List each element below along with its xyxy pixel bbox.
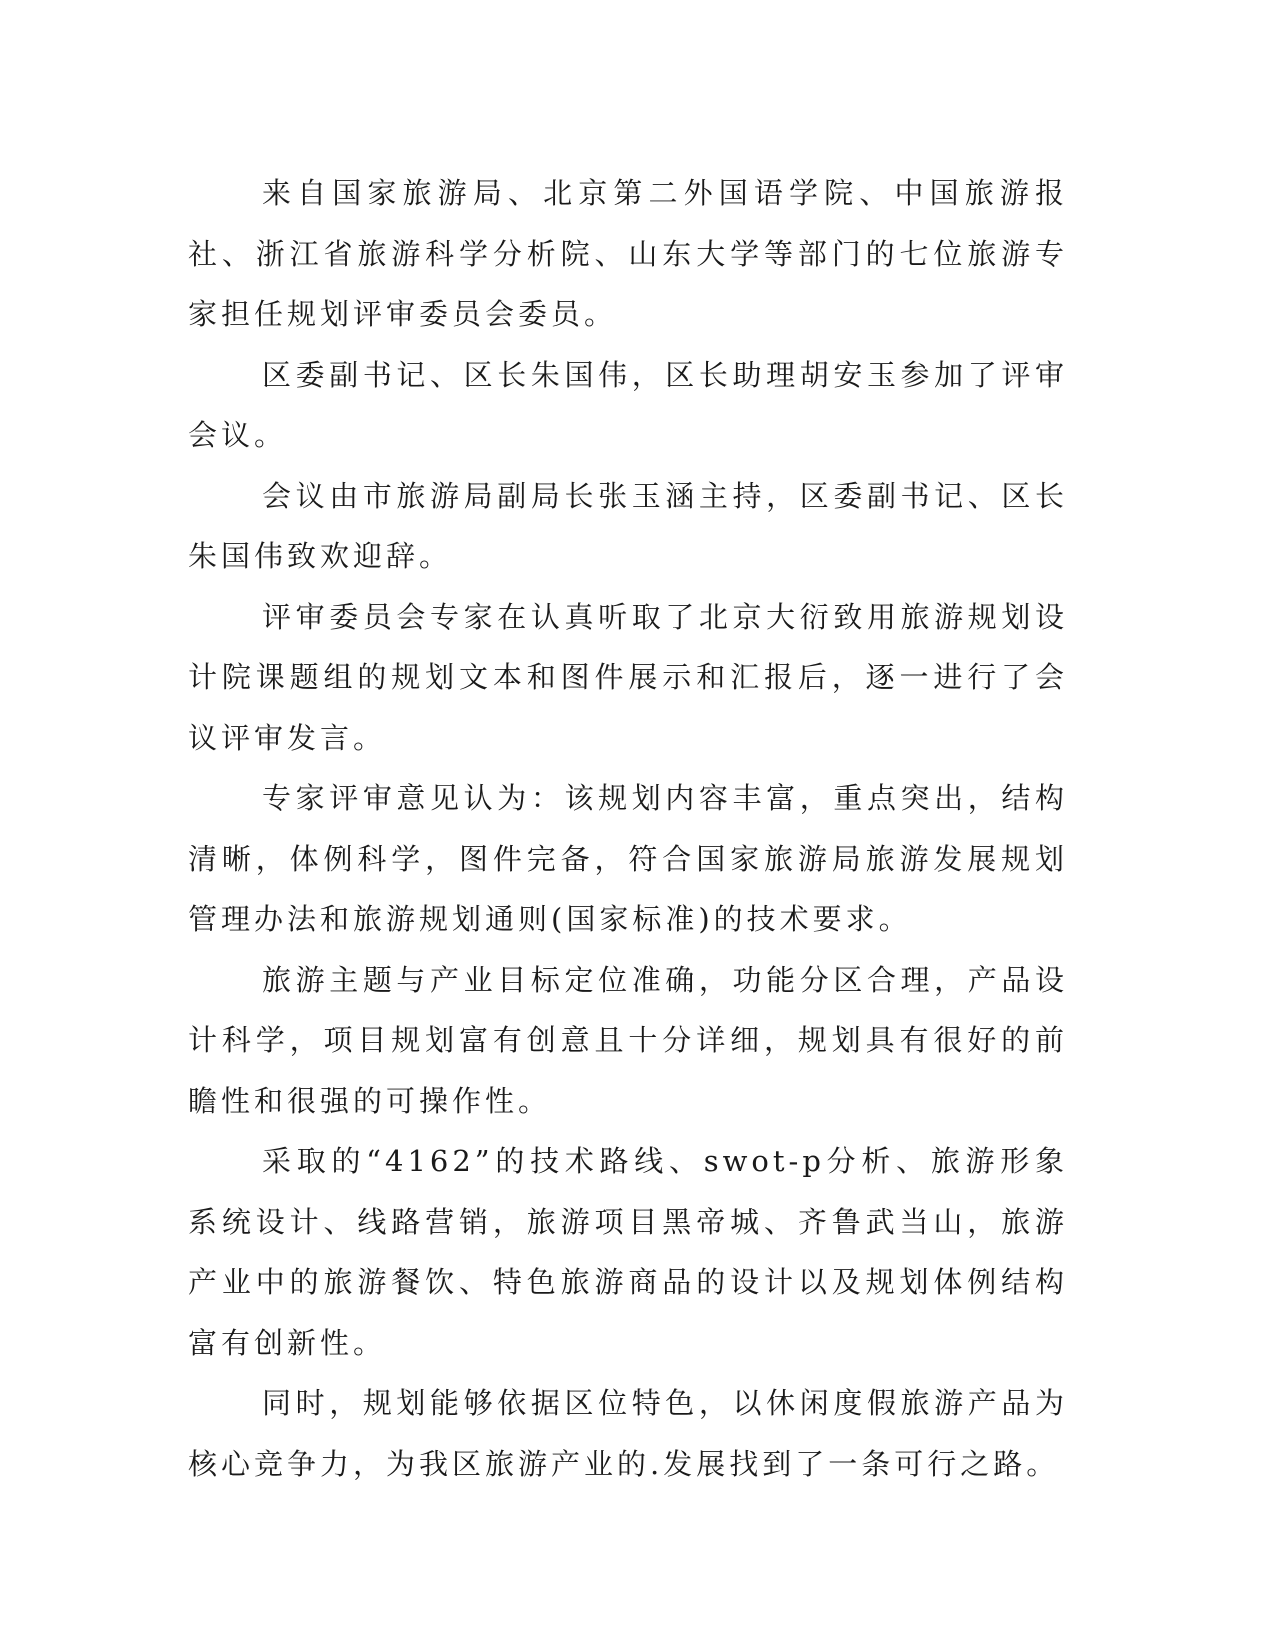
document-body [188, 163, 1068, 1494]
paragraph-opinion: 专家评审意见认为：该规划内容丰富，重点突出，结构清晰，体例科学，图件完备，符合国家旅游局旅游发展规划管理办法和旅游规划通则(国家标准)的技术要求。 [188, 781, 1068, 936]
paragraph-innovation: 采取的“4162”的技术路线、swot-p分析、旅游形象系统设计、线路营销，旅游项目黑帝城、齐鲁武当山，旅游产业中的旅游餐饮、特色旅游商品的设计以及规划体例结构富有创新性。 [188, 1144, 1068, 1360]
paragraph-positioning: 旅游主题与产业目标定位准确，功能分区合理，产品设计科学，项目规划富有创意且十分详细，规划具有很好的前瞻性和很强的可操作性。 [188, 962, 1068, 1118]
paragraph-review: 评审委员会专家在认真听取了北京大衍致用旅游规划设计院课题组的规划文本和图件展示和汇报后，逐一进行了会议评审发言。 [188, 599, 1068, 755]
paragraph-experts: 来自国家旅游局、北京第二外国语学院、中国旅游报社、浙江省旅游科学分析院、山东大学等部门的七位旅游专家担任规划评审委员会委员。 [188, 176, 1068, 331]
paragraph-attendees: 区委副书记、区长朱国伟，区长助理胡安玉参加了评审会议。 [188, 357, 1068, 452]
paragraph-conclusion: 同时，规划能够依据区位特色，以休闲度假旅游产品为核心竞争力，为我区旅游产业的.发展找到了一条可行之路。 [188, 1386, 1068, 1481]
paragraph-host: 会议由市旅游局副局长张玉涵主持，区委副书记、区长朱国伟致欢迎辞。 [188, 478, 1068, 573]
